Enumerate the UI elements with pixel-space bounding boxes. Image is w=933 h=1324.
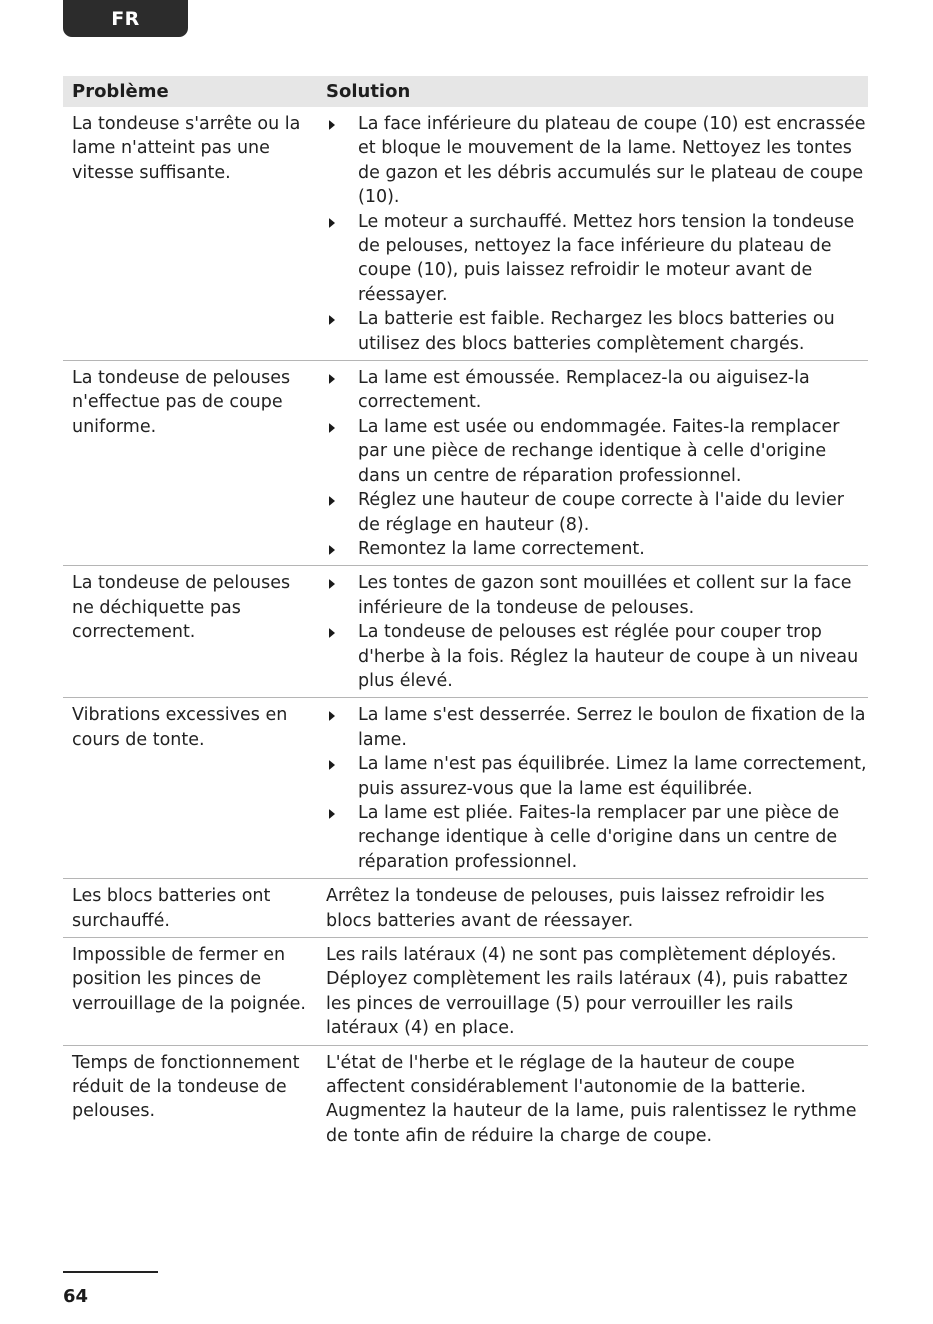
table-row	[63, 1046, 868, 1153]
solution-item-text: La lame s'est desserrée. Serrez le boulon de fixation de la lame.	[358, 705, 866, 750]
bullet-icon	[329, 496, 335, 506]
solution-item-text: Le moteur a surchauffé. Mettez hors tension la tondeuse de pelouses, nettoyez la face inférieure du plateau de coupe (10), puis laissez refroidir le moteur avant de réessayer.	[358, 211, 855, 305]
header-solution: Solution	[326, 81, 411, 102]
solution-item-text: La tondeuse de pelouses est réglée pour couper trop d'herbe à la fois. Réglez la hauteur de coupe à un niveau plus élevé.	[358, 622, 859, 691]
table-row	[63, 107, 868, 361]
solution-item-text: La lame est usée ou endommagée. Faites-la remplacer par une pièce de rechange identique à celle d'origine dans un centre de réparation professionnel.	[358, 416, 840, 486]
solution-item	[326, 366, 868, 415]
solution-cell	[317, 703, 868, 874]
solution-item	[326, 801, 868, 874]
bullet-icon	[329, 374, 335, 384]
solution-item	[326, 112, 868, 210]
bullet-icon	[329, 628, 335, 638]
table-row	[63, 938, 868, 1046]
troubleshooting-table	[63, 76, 868, 1152]
problem-cell: La tondeuse de pelouses n'effectue pas de coupe uniforme.	[72, 368, 291, 437]
solution-cell: L'état de l'herbe et le réglage de la hauteur de coupe affectent considérablement l'autonomie de la batterie. Augmentez la hauteur de la lame, puis ralentissez le rythme de tonte afin de réduire la charge de coupe.	[326, 1052, 857, 1146]
problem-cell: Les blocs batteries ont surchauffé.	[72, 886, 271, 931]
problem-cell: La tondeuse s'arrête ou la lame n'atteint pas une vitesse suffisante.	[72, 114, 301, 183]
page-number: 64	[63, 1286, 89, 1307]
solution-cell: Les rails latéraux (4) ne sont pas complètement déployés. Déployez complètement les rails latéraux (4), puis rabattez les pinces de verrouillage (5) pour verrouiller les rails latéraux (4) en place.	[326, 945, 848, 1039]
bullet-icon	[329, 423, 335, 433]
solution-item	[326, 488, 868, 537]
bullet-icon	[329, 579, 335, 589]
solution-cell	[317, 366, 868, 561]
solution-item-text: Les tontes de gazon sont mouillées et collent sur la face inférieure de la tondeuse de pelouses.	[358, 573, 852, 618]
problem-cell: Vibrations excessives en cours de tonte.	[72, 705, 288, 750]
table-row	[63, 566, 868, 698]
solution-item-text: La batterie est faible. Rechargez les blocs batteries ou utilisez des blocs batteries complètement chargés.	[358, 309, 835, 354]
problem-cell: La tondeuse de pelouses ne déchiquette pas correctement.	[72, 573, 291, 643]
problem-cell: Temps de fonctionnement réduit de la tondeuse de pelouses.	[72, 1052, 300, 1122]
solution-item-text: La lame n'est pas équilibrée. Limez la lame correctement, puis assurez-vous que la lame est équilibrée.	[358, 754, 867, 799]
language-tab: FR	[63, 0, 188, 37]
solution-item-text: Remontez la lame correctement.	[358, 538, 645, 559]
bullet-icon	[329, 809, 335, 819]
solution-item-text: Réglez une hauteur de coupe correcte à l'aide du levier de réglage en hauteur (8).	[358, 490, 844, 535]
footer-divider	[63, 1271, 158, 1273]
header-problem: Problème	[72, 81, 169, 102]
solution-item	[326, 752, 868, 801]
bullet-icon	[329, 760, 335, 770]
solution-item	[326, 307, 868, 356]
bullet-icon	[329, 315, 335, 325]
bullet-icon	[329, 545, 335, 555]
table-row	[63, 879, 868, 938]
table-row	[63, 361, 868, 566]
solution-item	[326, 537, 868, 561]
table-row	[63, 698, 868, 879]
bullet-icon	[329, 711, 335, 721]
table-header	[63, 76, 868, 107]
problem-cell: Impossible de fermer en position les pinces de verrouillage de la poignée.	[72, 945, 306, 1014]
solution-cell	[317, 112, 868, 356]
solution-item	[326, 703, 868, 752]
solution-cell: Arrêtez la tondeuse de pelouses, puis laissez refroidir les blocs batteries avant de réessayer.	[326, 886, 825, 931]
solution-item-text: La lame est émoussée. Remplacez-la ou aiguisez-la correctement.	[358, 368, 810, 413]
bullet-icon	[329, 120, 335, 130]
solution-cell	[317, 571, 868, 693]
solution-item	[326, 415, 868, 488]
solution-item	[326, 571, 868, 620]
solution-item-text: La face inférieure du plateau de coupe (10) est encrassée et bloque le mouvement de la lame. Nettoyez les tontes de gazon et les débris accumulés sur le plateau de coupe (10).	[358, 114, 866, 208]
bullet-icon	[329, 218, 335, 228]
solution-item	[326, 210, 868, 308]
solution-item	[326, 620, 868, 693]
solution-item-text: La lame est pliée. Faites-la remplacer par une pièce de rechange identique à celle d'origine dans un centre de réparation professionnel.	[358, 802, 840, 872]
